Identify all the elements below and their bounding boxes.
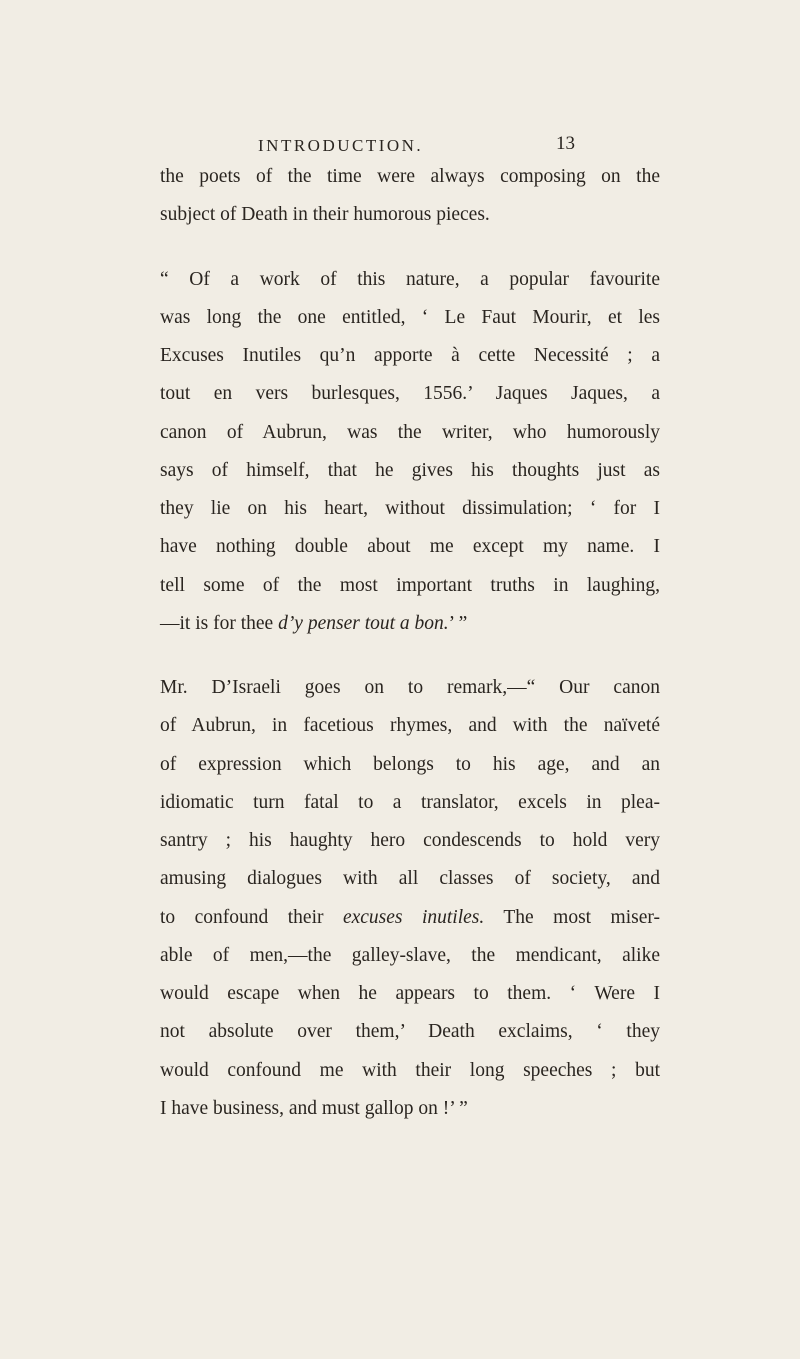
text-line: have nothing double about me except my name. I: [160, 536, 660, 558]
paragraph-2: [160, 261, 660, 644]
text-line: says of himself, that he gives his thoughts just as: [160, 459, 660, 481]
text-line: [160, 899, 660, 937]
page-number: 13: [556, 133, 575, 154]
text-line: Excuses Inutiles qu’n apporte à cette Necessité ; a: [160, 345, 660, 366]
text-line: tell some of the most important truths in laughing,: [160, 574, 660, 596]
text-line: subject of Death in their humorous pieces.: [160, 204, 490, 226]
text-line: able of men,—the galley-slave, the mendicant, alike: [160, 944, 660, 966]
text-line: would confound me with their long speeches ; but: [160, 1059, 660, 1081]
text-line: I have business, and must gallop on !’ ”: [160, 1097, 468, 1119]
text-line: tout en vers burlesques, 1556.’ Jaques Jaques, a: [160, 383, 660, 405]
text-segment: The most miser-: [484, 906, 660, 928]
text-line: Mr. D’Israeli goes on to remark,—“ Our canon: [160, 677, 660, 698]
text-line: amusing dialogues with all classes of society, and: [160, 868, 660, 890]
text-line: of Aubrun, in facetious rhymes, and with the naïveté: [160, 715, 660, 737]
text-line: idiomatic turn fatal to a translator, excels in plea-: [160, 791, 660, 813]
body-text: [160, 158, 660, 1128]
paragraph-1: [160, 158, 660, 235]
text-line: “ Of a work of this nature, a popular favourite: [160, 268, 660, 290]
text-line: canon of Aubrun, was the writer, who humorously: [160, 421, 660, 443]
running-head: INTRODUCTION.: [258, 136, 424, 155]
paragraph-3: [160, 669, 660, 1128]
text-line: they lie on his heart, without dissimulation; ‘ for I: [160, 498, 660, 519]
text-segment: ’ ”: [448, 612, 468, 634]
text-line: of expression which belongs to his age, and an: [160, 753, 660, 775]
text-line: was long the one entitled, ‘ Le Faut Mourir, et les: [160, 306, 660, 328]
text-line: would escape when he appears to them. ‘ Were I: [160, 983, 660, 1004]
page-header: [0, 130, 800, 160]
text-line: santry ; his haughty hero condescends to hold very: [160, 830, 660, 851]
text-segment: —it is for thee: [160, 612, 279, 634]
text-line: [160, 605, 660, 643]
text-line: not absolute over them,’ Death exclaims, ‘ they: [160, 1021, 660, 1043]
italic-phrase: excuses inutiles.: [342, 906, 485, 928]
text-segment: to confound their: [160, 906, 343, 928]
text-line: the poets of the time were always composing on the: [160, 166, 660, 187]
italic-phrase: d’y penser tout a bon.: [278, 612, 449, 634]
